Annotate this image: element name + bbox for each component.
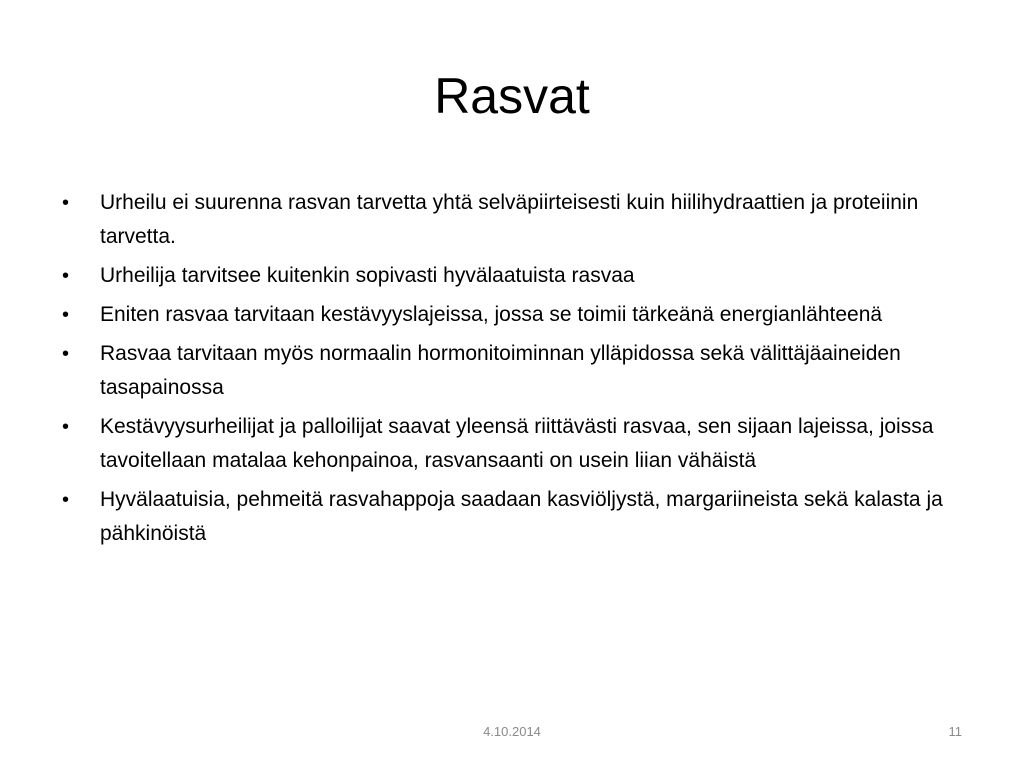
bullet-item: [62, 337, 967, 405]
bullet-icon: •: [62, 265, 70, 287]
bullet-text: Kestävyysurheilijat ja palloilijat saavat yleensä riittävästi rasvaa, sen sijaan lajeissa, joissa tavoitellaan matalaa kehonpainoa, rasvansaanti on usein liian vähäistä: [100, 415, 934, 472]
bullet-icon: •: [62, 192, 70, 214]
bullet-icon: •: [62, 489, 70, 511]
bullet-text: Urheilu ei suurenna rasvan tarvetta yhtä selväpiirteisesti kuin hiilihydraattien ja proteiinin tarvetta.: [100, 191, 919, 248]
slide-title: Rasvat: [434, 68, 590, 124]
bullet-icon: •: [62, 304, 70, 326]
footer-date: 4.10.2014: [483, 724, 541, 739]
bullet-item: [62, 410, 967, 478]
bullet-item: [62, 186, 967, 254]
slide-number: 11: [948, 724, 962, 739]
bullet-text: Urheilija tarvitsee kuitenkin sopivasti hyvälaatuista rasvaa: [100, 264, 635, 287]
bullet-item: [62, 298, 967, 332]
bullet-text: Eniten rasvaa tarvitaan kestävyyslajeissa, jossa se toimii tärkeänä energianlähteenä: [100, 303, 883, 326]
bullet-text: Hyvälaatuisia, pehmeitä rasvahappoja saadaan kasviöljystä, margariineista sekä kalasta ja pähkinöistä: [100, 488, 943, 545]
bullet-icon: •: [62, 416, 70, 438]
bullet-list: [62, 186, 967, 556]
bullet-text: Rasvaa tarvitaan myös normaalin hormonitoiminnan ylläpidossa sekä välittäjäaineiden tasapainossa: [100, 342, 901, 399]
bullet-item: [62, 259, 967, 293]
bullet-icon: •: [62, 343, 70, 365]
bullet-item: [62, 483, 967, 551]
